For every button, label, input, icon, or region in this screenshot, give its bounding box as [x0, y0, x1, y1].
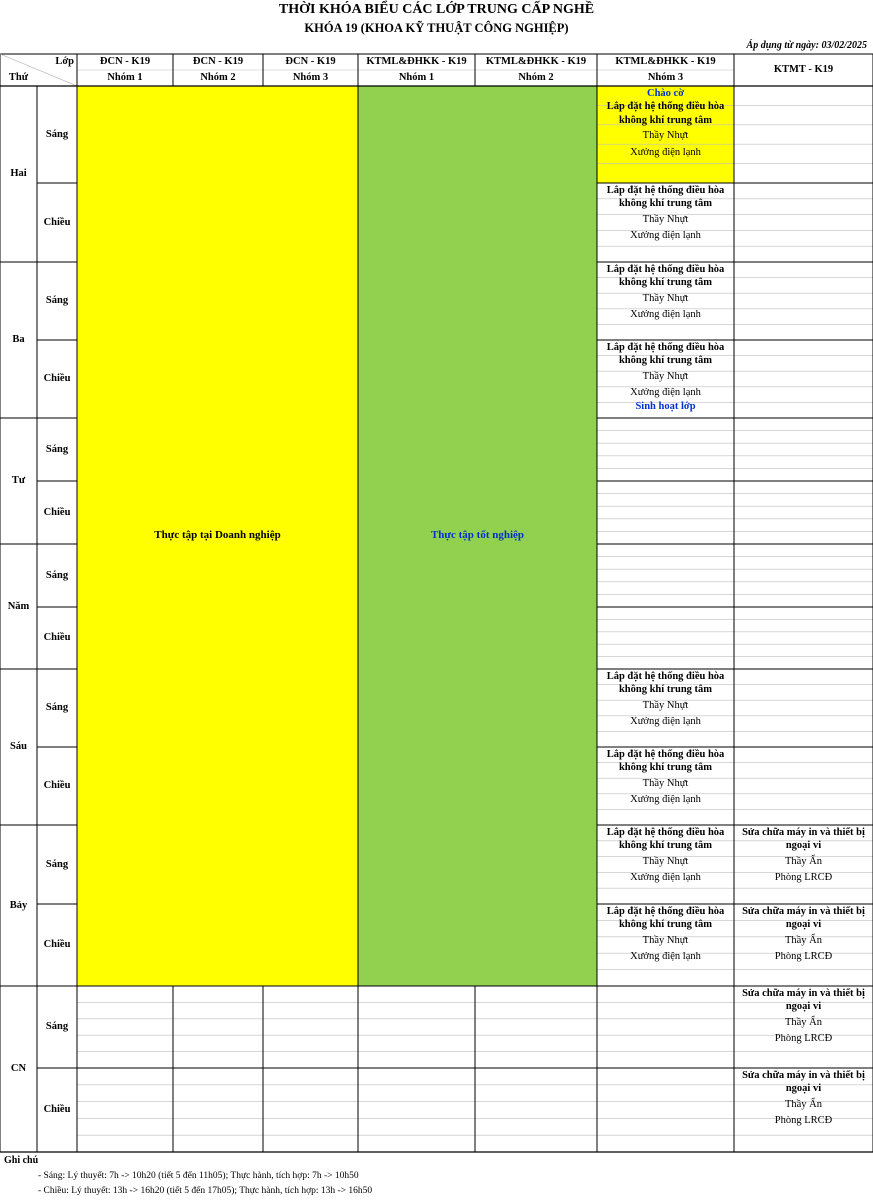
ktmt-entry [734, 825, 873, 904]
subject-name: Lắp đặt hệ thống điều hòa không khí trung tâm [606, 264, 725, 289]
class-header-group: Nhóm 3 [647, 72, 684, 84]
subject-name: Lắp đặt hệ thống điều hòa không khí trung tâm [606, 906, 725, 931]
room-name: Xưởng điện lạnh [630, 146, 701, 158]
session-label-afternoon: Chiều [43, 216, 71, 228]
day-label: Tư [11, 475, 26, 487]
room-name: Xưởng điện lạnh [630, 951, 701, 963]
session-label-morning: Sáng [45, 295, 69, 307]
room-name: Xưởng điện lạnh [630, 230, 701, 242]
teacher-name: Thầy Ẩn [784, 934, 823, 946]
class-header-group: Nhóm 2 [200, 72, 236, 84]
ktmt-entry [734, 904, 873, 986]
room-name: Phòng LRCĐ [774, 951, 833, 963]
room-name: Phòng LRCĐ [774, 1115, 833, 1127]
session-label-morning: Sáng [45, 858, 69, 870]
room-name: Xưởng điện lạnh [630, 716, 701, 728]
teacher-name: Thầy Nhựt [642, 213, 689, 225]
room-name: Xưởng điện lạnh [630, 387, 701, 399]
session-label-afternoon: Chiều [43, 780, 71, 792]
subject-name: Lắp đặt hệ thống điều hòa không khí trung tâm [606, 101, 725, 126]
teacher-name: Thầy Nhựt [642, 699, 689, 711]
class-header-group: Nhóm 1 [107, 72, 143, 84]
class-header-name: KTMT - K19 [773, 64, 834, 76]
subject-name: Sửa chữa máy in và thiết bị ngoại vi [742, 827, 865, 852]
day-label: Năm [7, 600, 30, 612]
class-header-name: KTML&ĐHKK - K19 [615, 56, 716, 68]
subject-name: Sửa chữa máy in và thiết bị ngoại vi [742, 1070, 865, 1095]
ktml-entry [597, 747, 734, 825]
teacher-name: Thầy Ẩn [784, 1098, 823, 1110]
ktml-entry [597, 262, 734, 340]
note-afternoon: - Chiều: Lý thuyết: 13h -> 16h20 (tiết 5 đến 17h05); Thực hành, tích hợp: 13h -> 16h50 [38, 1186, 373, 1196]
header-thu: Thứ [8, 72, 29, 84]
room-name: Xưởng điện lạnh [630, 794, 701, 806]
day-label: CN [10, 1063, 27, 1075]
teacher-name: Thầy Ẩn [784, 1016, 823, 1028]
class-header-group: Nhóm 2 [518, 72, 554, 84]
teacher-name: Thầy Nhựt [642, 292, 689, 304]
session-label-morning: Sáng [45, 1021, 69, 1033]
class-header-name: ĐCN - K19 [192, 56, 244, 68]
session-label-afternoon: Chiều [43, 939, 71, 951]
ktml-entry [597, 904, 734, 986]
session-label-morning: Sáng [45, 702, 69, 714]
flag-ceremony-label: Chào cờ [646, 88, 685, 99]
ktmt-entry [734, 1068, 873, 1152]
subject-name: Sửa chữa máy in và thiết bị ngoại vi [742, 906, 865, 931]
session-label-afternoon: Chiều [43, 373, 71, 385]
teacher-name: Thầy Nhựt [642, 130, 689, 142]
teacher-name: Thầy Nhựt [642, 370, 689, 382]
ktml-graduation-label: Thực tập tốt nghiệp [430, 529, 525, 542]
ktml-entry [597, 669, 734, 747]
day-label: Ba [12, 334, 25, 346]
class-meeting-label: Sinh hoạt lớp [635, 400, 696, 412]
day-label: Sáu [10, 741, 27, 753]
teacher-name: Thầy Nhựt [642, 777, 689, 789]
class-header-name: ĐCN - K19 [285, 56, 336, 68]
applied-date: Áp dụng từ ngày: 03/02/2025 [746, 40, 867, 51]
class-header-name: KTML&ĐHKK - K19 [366, 56, 467, 68]
session-label-afternoon: Chiều [43, 506, 71, 518]
day-label: Bảy [9, 899, 28, 911]
ktmt-entry [734, 986, 873, 1068]
room-name: Phòng LRCĐ [774, 1033, 833, 1045]
dcn-internship-label: Thực tập tại Doanh nghiệp [154, 529, 281, 542]
notes-label: Ghi chú [4, 1155, 39, 1166]
subject-name: Lắp đặt hệ thống điều hòa không khí trung tâm [606, 671, 725, 696]
class-header-name: KTML&ĐHKK - K19 [485, 56, 587, 68]
class-header-name: ĐCN - K19 [99, 56, 151, 68]
subject-name: Lắp đặt hệ thống điều hòa không khí trung tâm [606, 749, 725, 774]
subject-name: Lắp đặt hệ thống điều hòa không khí trung tâm [606, 827, 725, 852]
session-label-afternoon: Chiều [43, 632, 71, 644]
room-name: Phòng LRCĐ [774, 872, 833, 884]
teacher-name: Thầy Nhựt [642, 855, 689, 867]
subject-name: Lắp đặt hệ thống điều hòa không khí trung tâm [606, 342, 725, 367]
class-header-group: Nhóm 3 [292, 72, 329, 84]
teacher-name: Thầy Nhựt [642, 934, 689, 946]
day-label: Hai [10, 168, 27, 180]
page-subtitle: KHÓA 19 (KHOA KỸ THUẬT CÔNG NGHIỆP) [304, 21, 569, 35]
teacher-name: Thầy Ẩn [784, 855, 823, 867]
note-morning: - Sáng: Lý thuyết: 7h -> 10h20 (tiết 5 đến 11h05); Thực hành, tích hợp: 7h -> 10h50 [38, 1171, 359, 1181]
session-label-morning: Sáng [45, 128, 69, 140]
subject-name: Lắp đặt hệ thống điều hòa không khí trung tâm [606, 185, 725, 210]
ktml-entry [597, 825, 734, 904]
ktml-entry [597, 183, 734, 262]
session-label-morning: Sáng [45, 443, 69, 455]
subject-name: Sửa chữa máy in và thiết bị ngoại vi [742, 988, 865, 1013]
header-lop: Lớp [55, 56, 74, 68]
session-label-afternoon: Chiều [43, 1104, 71, 1116]
session-label-morning: Sáng [45, 569, 69, 581]
page-title: THỜI KHÓA BIỂU CÁC LỚP TRUNG CẤP NGHỀ [278, 2, 595, 17]
ktml-entry [597, 340, 734, 418]
ktml-entry [597, 86, 734, 183]
class-header-group: Nhóm 1 [398, 72, 435, 84]
room-name: Xưởng điện lạnh [630, 309, 701, 321]
room-name: Xưởng điện lạnh [630, 872, 701, 884]
